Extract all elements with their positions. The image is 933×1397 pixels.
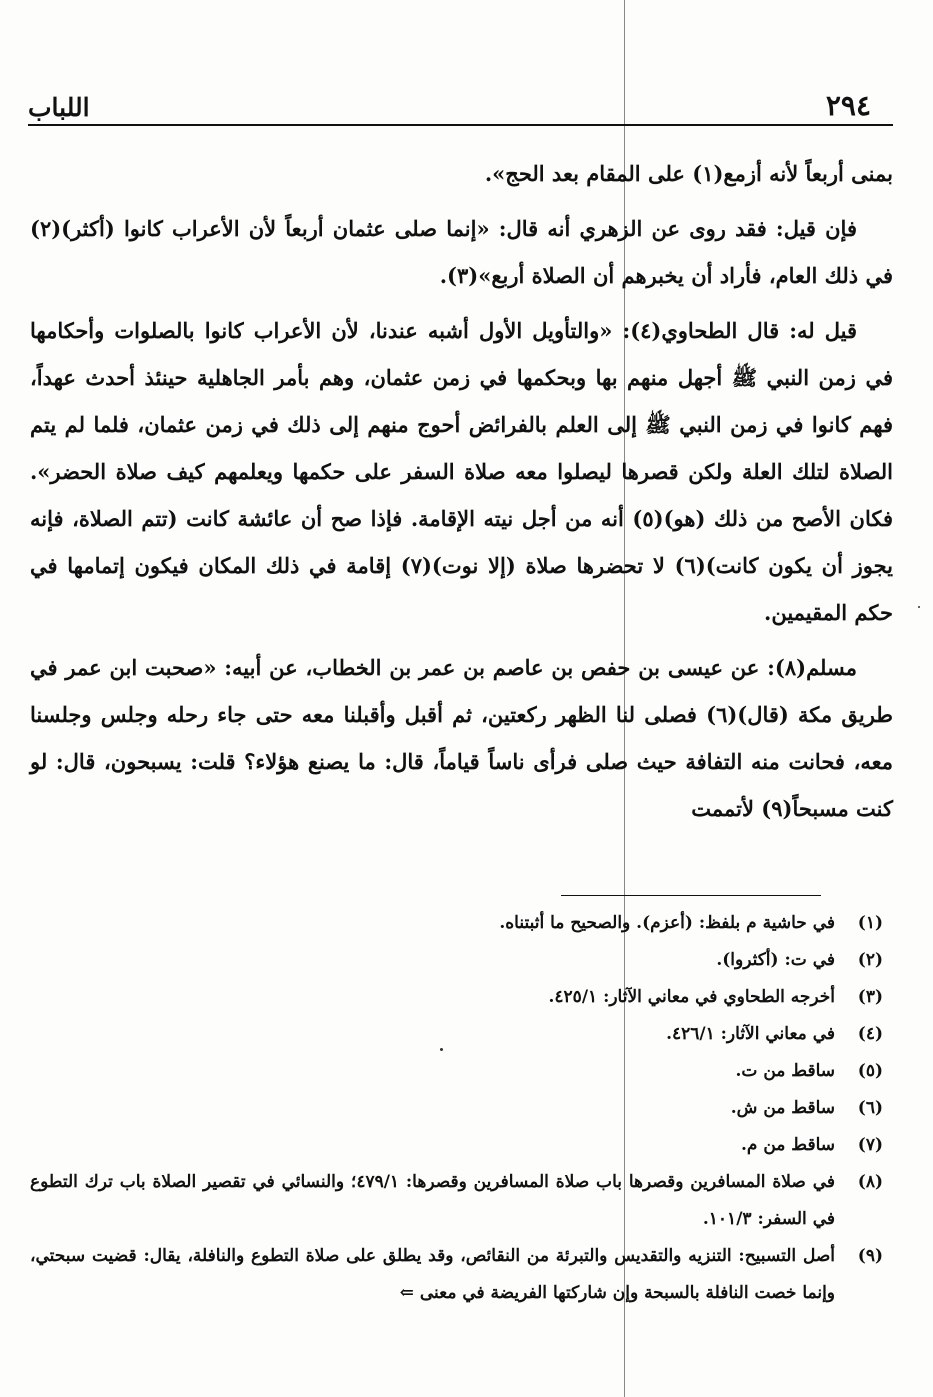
footnote-text: في صلاة المسافرين وقصرها باب صلاة المسافرين وقصرها: ٤٧٩/١؛ والنسائي في تقصير الصلاة باب ترك التطوع في السفر: ١٠١/٣. — [30, 1172, 835, 1229]
footnote — [30, 1016, 893, 1053]
paragraph: مسلم(٨): عن عيسى بن حفص بن عاصم بن عمر بن الخطاب، عن أبيه: «صحبت ابن عمر في طريق مكة (قال)(٦) فصلى لنا الظهر ركعتين، ثم أقبل وأقبلنا معه حتى جاء رحله وجلس وجلسنا معه، فحانت منه التفافة حيث صلى فرأى ناساً قياماً، قال: ما يصنع هؤلاء؟ قلت: يسبحون، قال: لو كنت مسبحاً(٩) لأتممت — [30, 655, 894, 821]
footnote-number: (٦) — [857, 1098, 883, 1118]
footnote-text: أصل التسبيح: التنزيه والتقديس والتبرئة من النقائص، وقد يطلق على صلاة التطوع والنافلة، يقال: قضيت سبحتي، وإنما خصت النافلة بالسبحة وإن شاركتها الفريضة في معنى ⇐ — [30, 1246, 835, 1303]
footnote-number: (٩) — [857, 1246, 883, 1266]
footnote-number: (٢) — [857, 950, 883, 970]
footnote-number: (٥) — [857, 1061, 883, 1081]
footnote-text: ساقط من م. — [740, 1135, 835, 1155]
paragraph: فإن قيل: فقد روى عن الزهري أنه قال: «إنما صلى عثمان أربعاً لأن الأعراب كانوا (أكثر)(٢) في ذلك العام، فأراد أن يخبرهم أن الصلاة أربع»(٣). — [30, 216, 893, 288]
footnote — [30, 979, 893, 1016]
paragraph: بمنى أربعاً لأنه أزمع(١) على المقام بعد الحج». — [484, 161, 893, 186]
header-rule — [28, 124, 893, 126]
footnote-number: (٤) — [857, 1024, 883, 1044]
footnote-text: في معاني الآثار: ٤٢٦/١. — [666, 1024, 835, 1044]
footnote-number: (١) — [857, 913, 883, 933]
footnotes — [30, 905, 893, 1312]
scan-speck — [440, 1048, 443, 1051]
footnote — [30, 1164, 893, 1238]
footnote-number: (٣) — [857, 987, 883, 1007]
footnote-text: ساقط من ش. — [730, 1098, 835, 1118]
running-title: اللباب — [28, 93, 90, 122]
footnote-text: أخرجه الطحاوي في معاني الآثار: ٤٢٥/١. — [548, 987, 835, 1007]
footnote — [30, 1053, 893, 1090]
footnote-number: (٧) — [857, 1135, 883, 1155]
footnote — [30, 942, 893, 979]
paragraph: قيل له: قال الطحاوي(٤): «والتأويل الأول أشبه عندنا، لأن الأعراب كانوا بالصلوات وأحكامها في زمن النبي ﷺ أجهل منهم بها وبحكمها في زمن عثمان، وهم بأمر الجاهلية حينئذ أحدث عهداً، فهم كانوا في زمن النبي ﷺ إلى العلم بالفرائض أحوج منهم إلى ذلك في زمن عثمان، فلما لم يتم الصلاة لتلك العلة ولكن قصرها ليصلوا معه صلاة السفر على حكمها ويعلمهم كيف صلاة الحضر». فكان الأصح من ذلك (هو)(٥) أنه من أجل نيته الإقامة. فإذا صح أن عائشة كانت (تتم الصلاة، فإنه يجوز أن يكون كانت)(٦) لا تحضرها صلاة (إلا نوت)(٧) إقامة في ذلك المكان فيكون إتمامها في حكم المقيمين. — [30, 318, 894, 625]
footnote-rule — [561, 895, 821, 896]
page-number: ٢٩٤ — [825, 89, 871, 122]
main-text — [30, 150, 893, 840]
footnote — [30, 1090, 893, 1127]
footnote-number: (٨) — [857, 1172, 883, 1192]
footnote-text: في ت: (أكثروا). — [716, 950, 835, 970]
footnote — [30, 1127, 893, 1164]
footnote-text: ساقط من ت. — [735, 1061, 835, 1081]
page-header — [28, 78, 871, 122]
footnote — [30, 905, 893, 942]
footnote — [30, 1238, 893, 1312]
scan-speck — [918, 606, 920, 608]
footnote-text: في حاشية م بلفظ: (أعزم). والصحيح ما أثبتناه. — [499, 913, 835, 933]
